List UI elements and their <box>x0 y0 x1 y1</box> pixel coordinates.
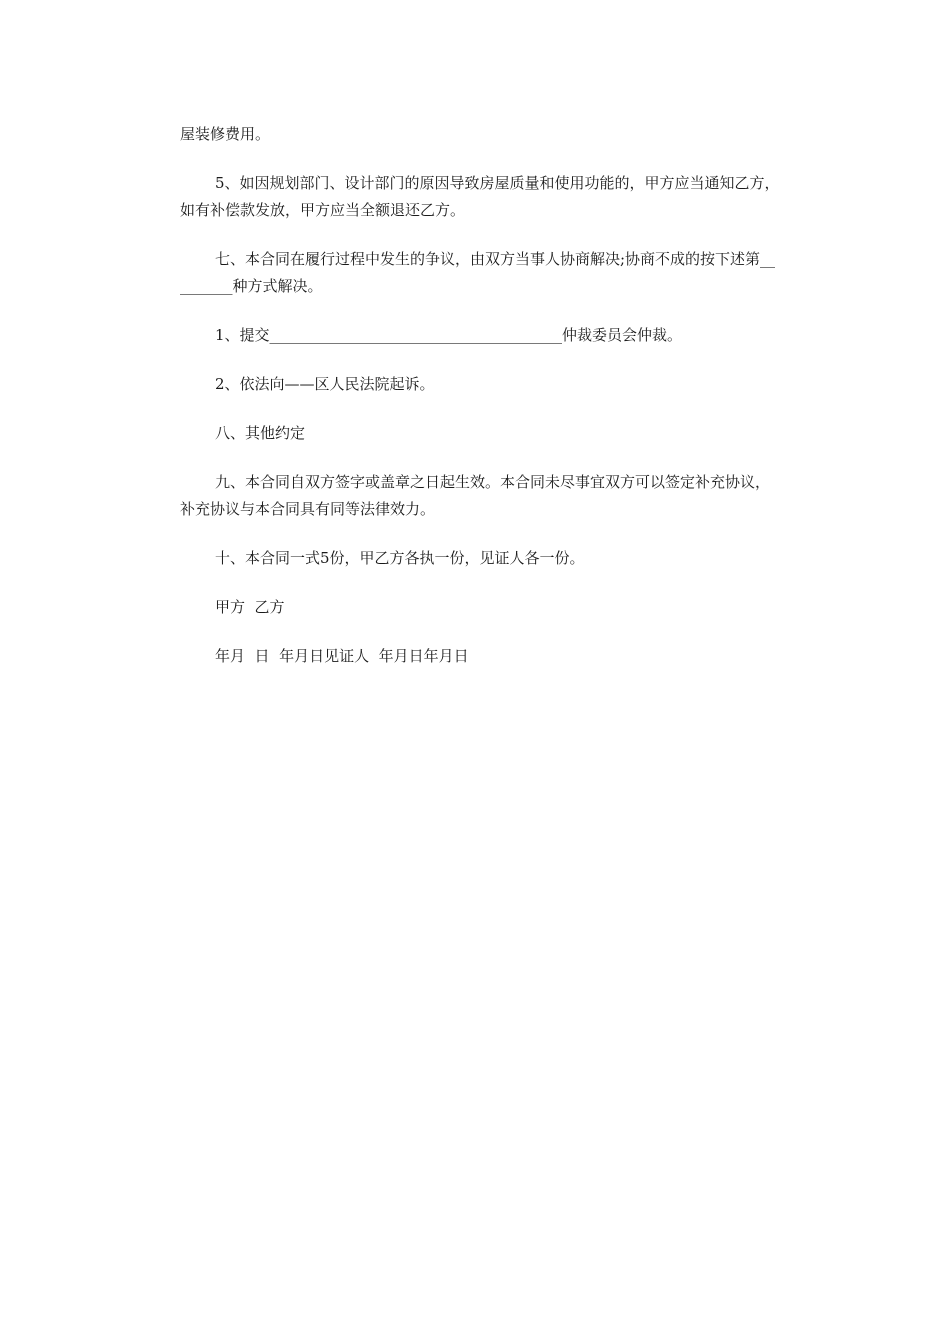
paragraph-parties: 甲方 乙方 <box>215 598 285 616</box>
document-body <box>180 121 780 692</box>
paragraph-clause-10-copies: 十、本合同一式5份，甲乙方各执一份，见证人各一份。 <box>215 549 585 567</box>
paragraph-clause-7-dispute: 七、本合同在履行过程中发生的争议，由双方当事人协商解决;协商不成的按下述第_________种方式解决。 <box>180 250 776 295</box>
paragraph-clause-5: 5、如因规划部门、设计部门的原因导致房屋质量和使用功能的，甲方应当通知乙方，如有补偿款发放，甲方应当全额退还乙方。 <box>180 174 780 219</box>
paragraph-clause-9-effective: 九、本合同自双方签字或盖章之日起生效。本合同未尽事宜双方可以签定补充协议，补充协议与本合同具有同等法律效力。 <box>180 473 771 518</box>
paragraph-court: 2、依法向——区人民法院起诉。 <box>215 375 435 393</box>
paragraph-dates: 年月 日 年月日见证人 年月日年月日 <box>215 647 469 665</box>
paragraph-renovation-cost: 屋装修费用。 <box>180 125 271 143</box>
paragraph-arbitration: 1、提交_______________________________________仲裁委员会仲裁。 <box>215 326 683 344</box>
paragraph-clause-8-other: 八、其他约定 <box>215 424 306 442</box>
